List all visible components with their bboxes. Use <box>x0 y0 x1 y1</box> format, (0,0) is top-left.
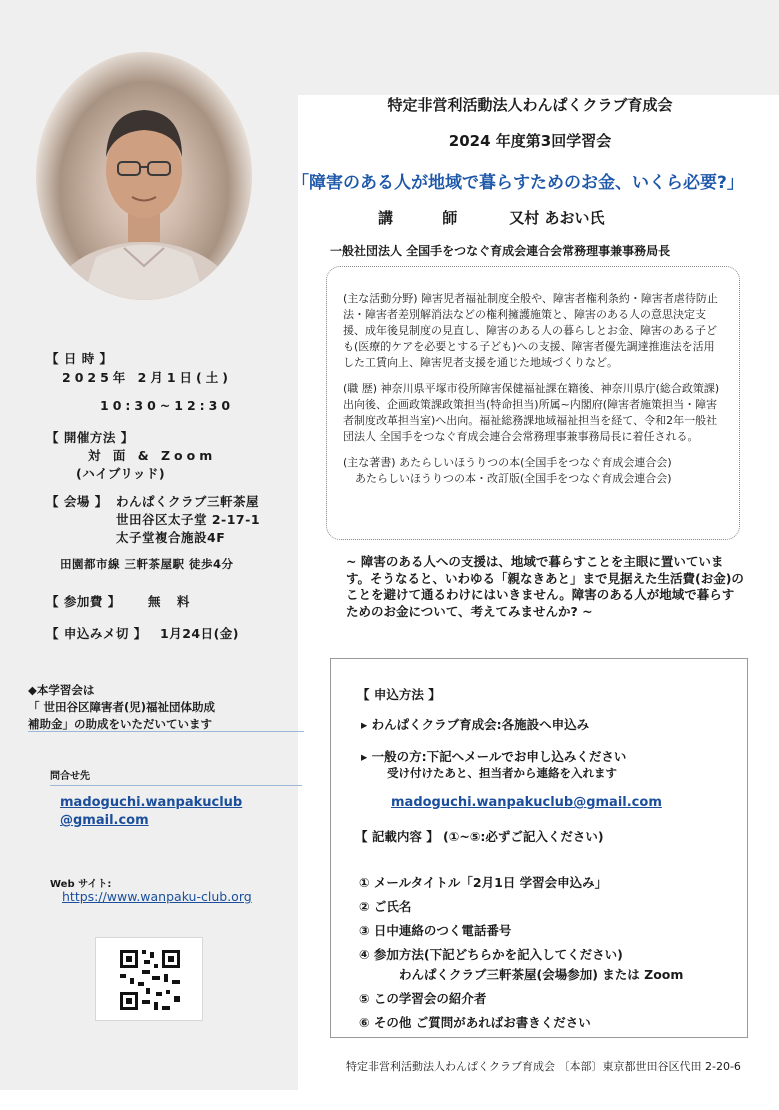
main-title: 「障害のある人が地域で暮らすためのお金、いくら必要?」 <box>292 173 744 193</box>
fee-label: 【 参加費 】 <box>46 594 121 609</box>
apply-title: 【 申込方法 】 <box>357 687 441 702</box>
lecturer-line <box>378 207 604 228</box>
contact-email-link[interactable] <box>60 794 242 830</box>
profile-career: (職 歴) 神奈川県平塚市役所障害保健福祉課在籍後、神奈川県庁(総合政策課)出向後、企画政策課政策担当(特命担当)所属~内閣府(障害者施策担当・障害者制度改革担当室)へ出向。福祉総務課地域福祉担当を経て、令和2年一般社団法人 全国手をつなぐ育成会連合会常務理事兼事務局長に着任される。 <box>343 382 720 443</box>
contact-email-line-2[interactable]: @gmail.com <box>60 813 149 828</box>
event-method: 対 面 & Zoom <box>88 448 217 463</box>
date-label: 【 日 時 】 <box>46 351 113 366</box>
apply-item-general: ▸ 一般の方:下記へメールでお申し込みください <box>361 749 627 764</box>
website-label: Web サイト: <box>50 879 112 890</box>
qr-code <box>95 937 203 1021</box>
subsidy-note <box>28 682 304 733</box>
lecturer-name: 又村 あおい氏 <box>509 209 605 227</box>
venue-name: わんぱくクラブ三軒茶屋 <box>116 494 260 509</box>
subsidy-note-line-1: ◆本学習会は <box>28 683 95 697</box>
top-curve-band <box>170 0 779 95</box>
event-method-note: (ハイブリッド) <box>76 466 166 481</box>
divider <box>50 785 302 786</box>
event-fee: 無 料 <box>148 594 196 609</box>
event-message: ~ 障害のある人への支援は、地域で暮らすことを主眼に置いています。そうなると、いわゆる「親なきあと」まで見据えた生活費(お金)のことを避けて通るわけにはいきません。障害のある人が地域で暮らすためのお金について、考えてみませんか? ~ <box>346 554 744 619</box>
event-title: 2024 年度第3回学習会 <box>448 132 612 150</box>
contact-label: 問合せ先 <box>50 771 90 782</box>
apply-item-general-note: 受け付けたあと、担当者から連絡を入れます <box>387 766 617 780</box>
qr-code-icon <box>96 938 204 1022</box>
apply-field-6: ⑥ その他 ご質問があればお書きください <box>359 1015 591 1030</box>
profile-activities: (主な活動分野) 障害児者福祉制度全般や、障害者権利条約・障害者虐待防止法・障害者差別解消法などの権利擁護施策と、障害のある人の意思決定支援、成年後見制度の見直し、障害のある人の暮らしとお金、障害のある子ども(医療的ケアを必要とする子ども)への支援、障害者優先調達推進法を活用した工賃向上、障害児者支援を通じた地域づくりなど。 <box>343 292 718 369</box>
website-link[interactable]: https://www.wanpaku-club.org <box>62 889 252 904</box>
subsidy-note-line-3: 補助金」の助成をいただいています <box>28 717 212 731</box>
profile-books-1: (主な著書) あたらしいほうりつの本(全国手をつなぐ育成会連合会) <box>343 456 672 469</box>
lecturer-profile-box <box>326 266 740 540</box>
event-time: 10:30~12:30 <box>100 398 235 413</box>
method-label: 【 開催方法 】 <box>46 430 134 445</box>
apply-field-4: ④ 参加方法(下記どちらかを記入してください) <box>359 947 623 962</box>
divider <box>28 731 304 732</box>
lecturer-affiliation: 一般社団法人 全国手をつなぐ育成会連合会常務理事兼事務局長 <box>330 244 671 258</box>
lecturer-portrait <box>36 52 252 300</box>
apply-email-link[interactable]: madoguchi.wanpakuclub@gmail.com <box>391 795 662 810</box>
apply-field-4-options: わんぱくクラブ三軒茶屋(会場参加) または Zoom <box>399 967 684 982</box>
event-deadline: 1月24日(金) <box>160 626 240 641</box>
subsidy-note-line-2: 「 世田谷区障害者(児)福祉団体助成 <box>28 700 216 714</box>
apply-field-5: ⑤ この学習会の紹介者 <box>359 991 487 1006</box>
venue-label: 【 会場 】 <box>46 494 108 509</box>
contact-email-line-1[interactable]: madoguchi.wanpakuclub <box>60 795 243 810</box>
apply-item-members: ▸ わんぱくクラブ育成会:各施設へ申込み <box>361 717 590 732</box>
venue-access: 田園都市線 三軒茶屋駅 徒歩4分 <box>60 557 234 571</box>
footer-address: 特定非営利活動法人わんぱくクラブ育成会 〔本部〕東京都世田谷区代田 2-20-6 <box>346 1060 741 1073</box>
profile-books-2: あたらしいほうりつの本・改訂版(全国手をつなぐ育成会連合会) <box>355 472 672 485</box>
venue-address-2: 太子堂複合施設4F <box>116 530 226 545</box>
apply-field-1: ① メールタイトル「2月1日 学習会申込み」 <box>359 875 608 890</box>
apply-field-3: ③ 日中連絡のつく電話番号 <box>359 923 512 938</box>
lecturer-label: 講 師 <box>378 209 480 227</box>
apply-field-2: ② ご氏名 <box>359 899 412 914</box>
portrait-illustration <box>36 52 252 300</box>
event-date: 2025年 2月1日(土) <box>62 370 232 385</box>
venue-address-1: 世田谷区太子堂 2-17-1 <box>116 512 261 527</box>
organization-title: 特定非営利活動法人わんぱくクラブ育成会 <box>387 96 673 114</box>
deadline-label: 【 申込みメ切 】 <box>46 626 147 641</box>
apply-fields-title: 【 記載内容 】 (①~⑤:必ずご記入ください) <box>355 829 604 844</box>
application-box <box>330 658 748 1038</box>
